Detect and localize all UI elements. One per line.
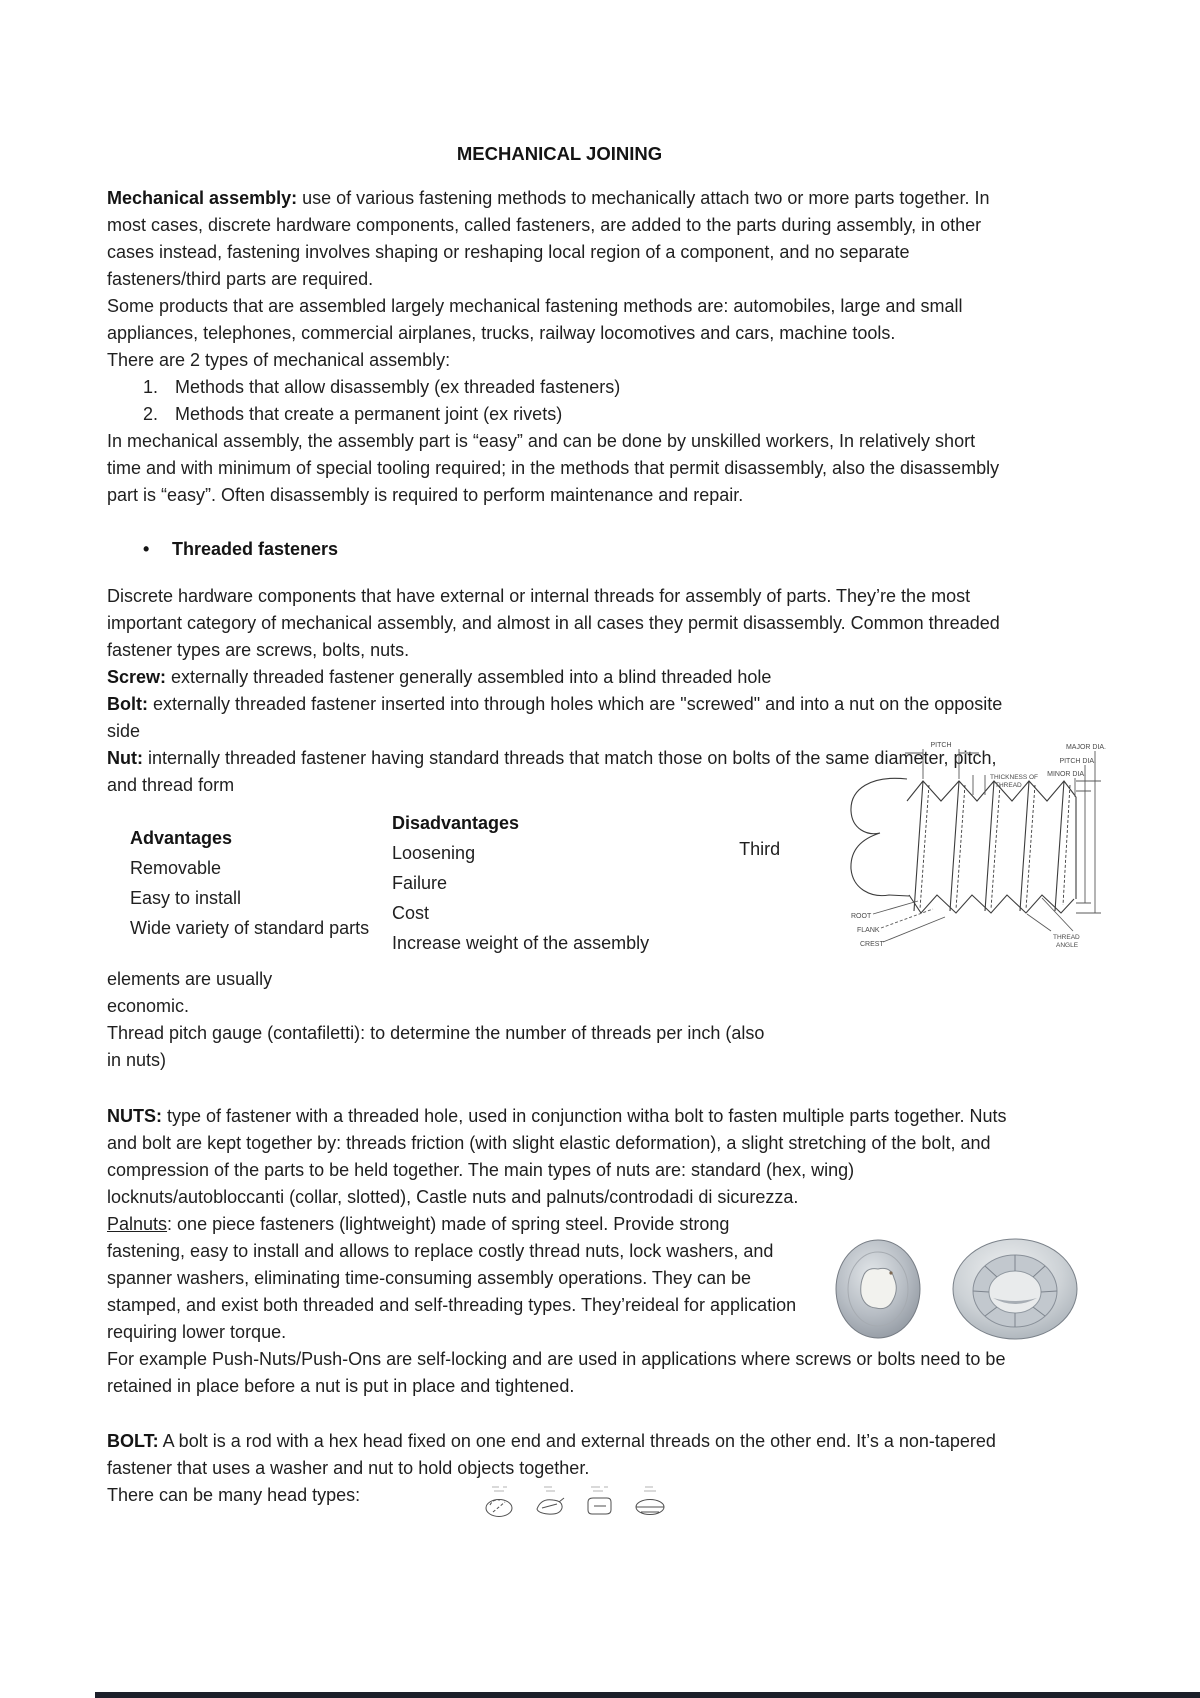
diagram-label-flank: FLANK — [857, 927, 880, 934]
bolt-head-flanged-icon — [530, 1482, 570, 1522]
list-number: 1. — [143, 377, 159, 397]
advantage-item: Easy to install — [130, 888, 242, 908]
diagram-label-thread-angle-1: THREAD — [1053, 934, 1080, 941]
screw-text: externally threaded fastener generally assembled into a blind threaded hole — [166, 667, 772, 687]
list-item-permanent — [107, 401, 1012, 428]
diagram-label-thickness-1: THICKNESS OF — [990, 774, 1039, 781]
para-types-intro: There are 2 types of mechanical assembly: — [107, 350, 451, 370]
palnuts-label: Palnuts — [107, 1214, 168, 1234]
bolt-head-sketches — [480, 1482, 670, 1522]
para-pushnuts: For example Push-Nuts/Push-Ons are self-locking and are used in applications where screws or bolts need to be retained in place before a nut is put in place and tightened. — [107, 1349, 1006, 1396]
bolt-text: externally threaded fastener inserted into through holes which are "screwed" and into a nut on the opposite side — [107, 694, 1003, 741]
para-products: Some products that are assembled largely mechanical fastening methods are: automobiles, large and small appliances, telephones, commercial airplanes, trucks, railway locomotives and cars, machine tools. — [107, 296, 963, 343]
list-number: 2. — [143, 404, 159, 424]
diagram-label-crest: CREST — [860, 941, 884, 948]
para-nuts-definition — [107, 1103, 1012, 1211]
diagram-label-pitch: PITCH — [930, 742, 952, 749]
palnut-square-hole-photo — [833, 1237, 923, 1341]
para-screw — [107, 664, 1012, 691]
para-elements-line: elements are usually — [107, 969, 273, 989]
bolt-label: Bolt: — [107, 694, 148, 714]
gauge-line-2: in nuts) — [107, 1050, 167, 1070]
screw-label: Screw: — [107, 667, 167, 687]
palnut-photos — [833, 1236, 1081, 1342]
list-text: Methods that create a permanent joint (ex rivets) — [175, 404, 563, 424]
disadvantages-title: Disadvantages — [392, 813, 520, 833]
nut-text: internally threaded fastener having standard threads that match those on bolts of the same diameter, pitch, and thread form — [107, 748, 997, 795]
head-types-text: There can be many head types: — [107, 1485, 361, 1505]
disadvantages-column — [392, 808, 649, 958]
bolt-def-label: BOLT: — [107, 1431, 159, 1451]
bolt-head-socket-icon — [580, 1482, 620, 1522]
disadvantage-item: Loosening — [392, 843, 476, 863]
nuts-text: type of fastener with a threaded hole, used in conjunction witha bolt to fasten multiple parts together. Nuts and bolt are kept together by: threads friction (with slight elastic deformation), a slight stretching of the bolt, and compression of the parts to be held together. The main types of nuts are: standard (hex, wing) locknuts/autobloccanti (collar, slotted), Castle nuts and palnuts/controdadi di sicurezza. — [107, 1106, 1007, 1207]
mechanical-assembly-text: use of various fastening methods to mechanically attach two or more parts together. In most cases, discrete hardware components, called fasteners, are added to the parts during assembly, in other cases instead, fastening involves shaping or reshaping local region of a component, and no separate fasteners/third parts are required. — [107, 188, 990, 289]
gauge-line-1: Thread pitch gauge (contafiletti): to determine the number of threads per inch (also — [107, 1023, 765, 1043]
diagram-label-major-dia: MAJOR DIA. — [1065, 744, 1106, 751]
third-word: Third — [739, 839, 781, 859]
para-bolt-definition — [107, 1428, 1012, 1482]
head-types-row — [107, 1482, 1012, 1522]
para-mechanical-assembly — [107, 185, 1012, 293]
mechanical-assembly-label: Mechanical assembly: — [107, 188, 298, 208]
diagram-label-thread-angle-2: ANGLE — [1056, 942, 1079, 949]
thread-terminology-diagram — [823, 735, 1108, 960]
diagram-label-thickness-2: THREAD — [995, 782, 1022, 789]
bolt-def-text: A bolt is a rod with a hex head fixed on one end and external threads on the other end. It’s a non-tapered fastener that uses a washer and nut to hold objects together. — [107, 1431, 996, 1478]
advantages-title: Advantages — [130, 828, 233, 848]
disadvantage-item: Cost — [392, 903, 430, 923]
disadvantage-item: Failure — [392, 873, 448, 893]
para-threaded-desc: Discrete hardware components that have external or internal threads for assembly of parts. They’re the most important category of mechanical assembly, and almost in all cases they permit disassembly. Common threaded fastener types are screws, bolts, nuts. — [107, 586, 1000, 660]
nuts-label: NUTS: — [107, 1106, 162, 1126]
para-thread-gauge — [107, 1020, 1012, 1074]
heading-threaded-fasteners: • Threaded fasteners — [107, 536, 1012, 563]
advantage-item: Removable — [130, 858, 222, 878]
para-economic-line: economic. — [107, 996, 190, 1016]
advantages-column — [107, 823, 392, 958]
bolt-head-hex-icon — [630, 1482, 670, 1522]
diagram-label-pitch-dia: PITCH DIA. — [1059, 758, 1096, 765]
bolt-head-round-icon — [480, 1482, 520, 1522]
list-text: Methods that allow disassembly (ex threaded fasteners) — [175, 377, 621, 397]
list-item-disassembly — [107, 374, 1012, 401]
palnuts-text: : one piece fasteners (lightweight) made of spring steel. Provide strong fastening, easy to install and allows to replace costly thread nuts, lock washers, and spanner washers, eliminating time-consuming assembly operations. They can be stamped, and exist both threaded and self-threading types. They’reideal for application requiring lower torque. — [107, 1214, 797, 1342]
advantage-item: Wide variety of standard parts — [130, 918, 370, 938]
bottom-bar — [95, 1692, 1200, 1698]
diagram-label-root: ROOT — [851, 913, 872, 920]
disadvantage-item: Increase weight of the assembly — [392, 933, 650, 953]
page-title: MECHANICAL JOINING — [456, 143, 663, 164]
para-palnuts — [107, 1211, 807, 1346]
nut-label: Nut: — [107, 748, 143, 768]
diagram-label-minor-dia: MINOR DIA. — [1047, 771, 1086, 778]
palnut-push-nut-photo — [949, 1236, 1081, 1342]
para-easy-assembly: In mechanical assembly, the assembly part is “easy” and can be done by unskilled workers, In relatively short time and with minimum of special tooling required; in the methods that permit disassembly, also the disassembly part is “easy”. Often disassembly is required to perform maintenance and repair. — [107, 431, 1000, 505]
